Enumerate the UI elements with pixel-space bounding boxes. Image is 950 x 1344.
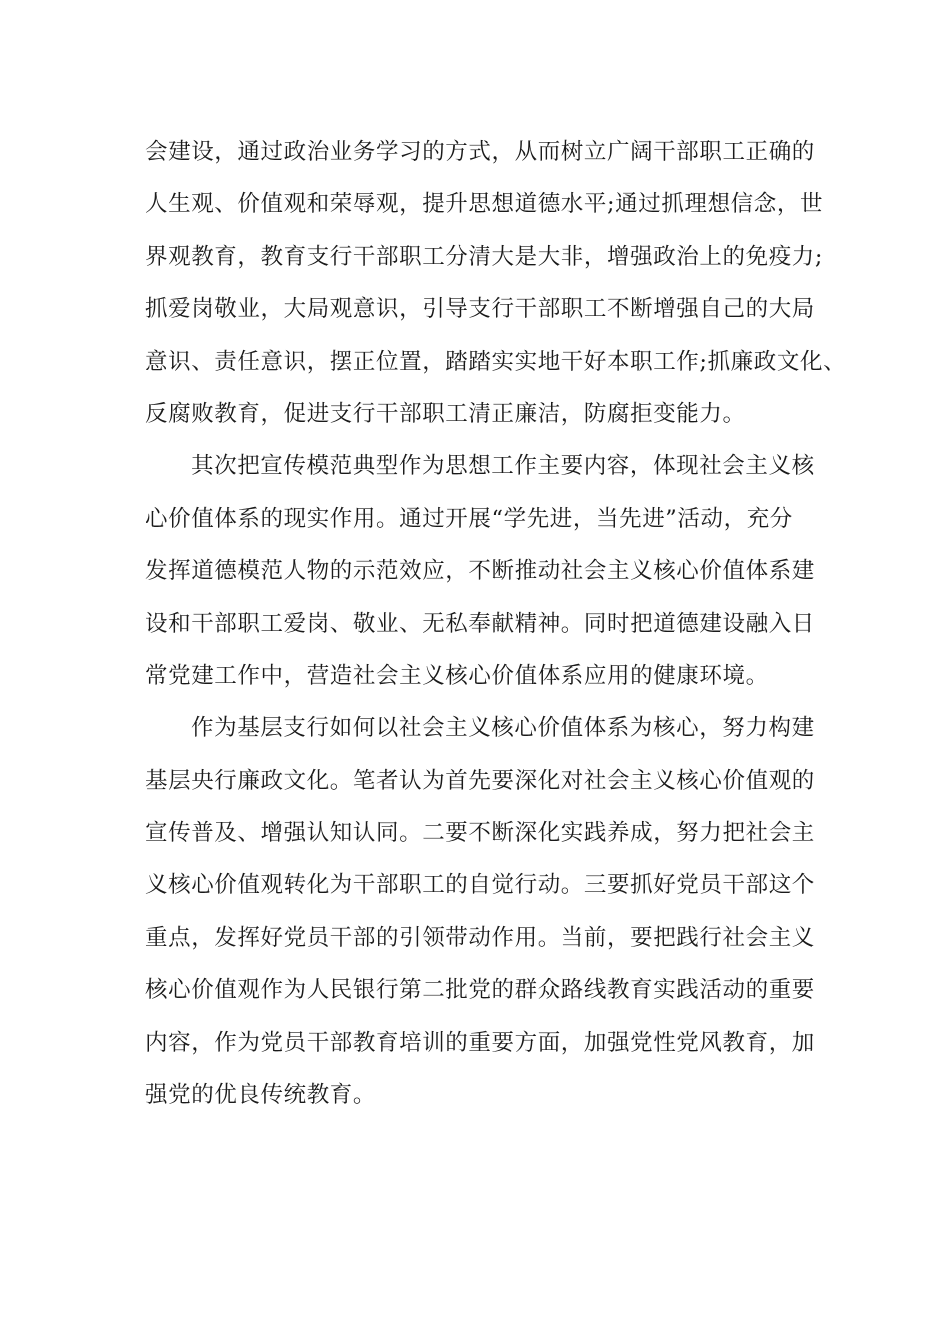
- paragraph-line: 心价值体系的现实作用。通过开展“学先进，当先进”活动，充分: [145, 505, 793, 532]
- paragraph-2: [145, 446, 825, 708]
- paragraph-line: 重点，发挥好党员干部的引领带动作用。当前，要把践行社会主义: [145, 924, 815, 951]
- paragraph-line: 常党建工作中，营造社会主义核心价值体系应用的健康环境。: [145, 662, 769, 689]
- paragraph-3: [145, 708, 825, 1127]
- paragraph-line: 基层央行廉政文化。笔者认为首先要深化对社会主义核心价值观的: [145, 767, 815, 794]
- paragraph-line: 会建设，通过政治业务学习的方式，从而树立广阔干部职工正确的: [145, 139, 815, 165]
- paragraph-line: 抓爱岗敬业，大局观意识，引导支行干部职工不断增强自己的大局: [145, 296, 815, 323]
- paragraph-line: 反腐败教育，促进支行干部职工清正廉洁，防腐拒变能力。: [145, 400, 746, 427]
- paragraph-first-line: 其次把宣传模范典型作为思想工作主要内容，体现社会主义核: [191, 453, 815, 480]
- paragraph-first-line: 作为基层支行如何以社会主义核心价值体系为核心，努力构建: [191, 715, 815, 742]
- paragraph-1: [145, 132, 847, 446]
- paragraph-line: 强党的优良传统教育。: [145, 1082, 377, 1109]
- paragraph-line: 义核心价值观转化为干部职工的自觉行动。三要抓好党员干部这个: [145, 872, 815, 899]
- paragraph-line: 宣传普及、增强认知认同。二要不断深化实践养成，努力把社会主: [145, 820, 815, 847]
- paragraph-line: 意识、责任意识，摆正位置，踏踏实实地干好本职工作;抓廉政文化、: [145, 348, 847, 375]
- document-body: [145, 132, 847, 1127]
- paragraph-line: 界观教育，教育支行干部职工分清大是大非，增强政治上的免疫力;: [145, 243, 824, 270]
- paragraph-line: 内容，作为党员干部教育培训的重要方面，加强党性党风教育，加: [145, 1029, 815, 1056]
- paragraph-line: 发挥道德模范人物的示范效应，不断推动社会主义核心价值体系建: [145, 558, 815, 585]
- paragraph-line: 设和干部职工爱岗、敬业、无私奉献精神。同时把道德建设融入日: [145, 610, 815, 637]
- paragraph-line: 核心价值观作为人民银行第二批党的群众路线教育实践活动的重要: [145, 977, 815, 1004]
- paragraph-line: 人生观、价值观和荣辱观，提升思想道德水平;通过抓理想信念，世: [145, 191, 824, 218]
